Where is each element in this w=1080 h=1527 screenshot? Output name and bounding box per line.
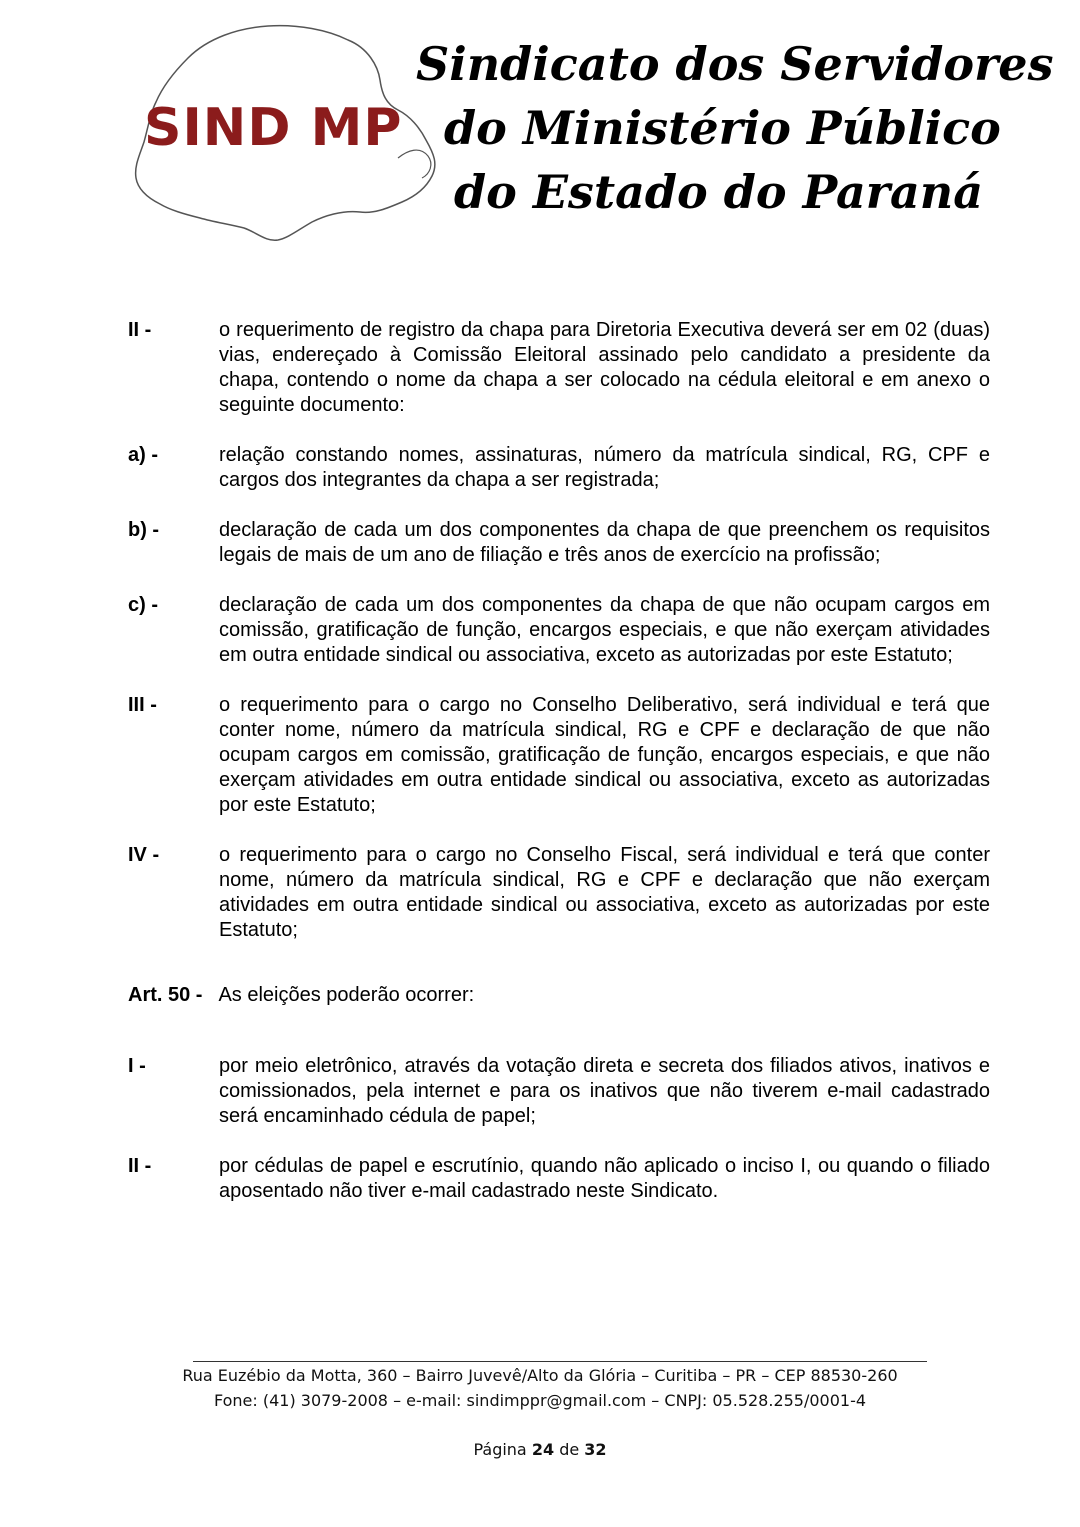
clause-text: por cédulas de papel e escrutínio, quando não aplicado o inciso I, ou quando o filiado aposentado não tiver e-mail cadastrado neste Sindicato. (219, 1155, 990, 1202)
article-label: Art. 50 - (128, 984, 203, 1006)
clause-label: a) - (128, 444, 158, 466)
clause-item (0, 1054, 1080, 1129)
clause-item (0, 843, 1080, 943)
clause-label: IV - (128, 844, 160, 866)
organization-title (410, 32, 1054, 224)
clause-item (0, 443, 1080, 493)
page-number (0, 1440, 1080, 1459)
article-heading (0, 983, 1080, 1008)
clause-item (0, 318, 1080, 418)
title-line-3: do Estado do Paraná (454, 165, 984, 219)
footer-divider (193, 1361, 927, 1362)
footer-address: Rua Euzébio da Motta, 360 – Bairro Juvevê/Alto da Glória – Curitiba – PR – CEP 88530-260 (182, 1366, 898, 1385)
clause-text: declaração de cada um dos componentes da chapa de que não ocupam cargos em comissão, gratificação de função, encargos especiais, e que não exerçam atividades em outra entidade sindical ou associativa, exceto as autorizadas por este Estatuto; (219, 594, 990, 666)
clause-item (0, 1154, 1080, 1204)
clause-label: II - (128, 1155, 152, 1177)
clause-label: c) - (128, 594, 158, 616)
clause-label: III - (128, 694, 157, 716)
page-of: de (559, 1440, 580, 1459)
title-line-2: do Ministério Público (444, 101, 1001, 155)
page-word: Página (473, 1440, 527, 1459)
title-line-1: Sindicato dos Servidores (416, 37, 1054, 91)
article-text: As eleições poderão ocorrer: (218, 984, 475, 1006)
clause-text: declaração de cada um dos componentes da chapa de que preenchem os requisitos legais de mais de um ano de filiação e três anos de exercício na profissão; (219, 519, 990, 566)
clause-text: relação constando nomes, assinaturas, número da matrícula sindical, RG, CPF e cargos dos integrantes da chapa a ser registrada; (219, 444, 990, 491)
clause-text: o requerimento de registro da chapa para Diretoria Executiva deverá ser em 02 (duas) vias, endereçado à Comissão Eleitoral assinado pelo candidato a presidente da chapa, contendo o nome da chapa a ser colocado na cédula eleitoral e em anexo o seguinte documento: (219, 319, 990, 416)
clause-item (0, 693, 1080, 818)
clause-label: I - (128, 1055, 146, 1077)
page-total: 32 (584, 1440, 607, 1459)
footer-contact: Fone: (41) 3079-2008 – e-mail: sindimppr@gmail.com – CNPJ: 05.528.255/0001-4 (213, 1391, 867, 1410)
logo-text: SIND MP (144, 98, 403, 158)
clause-text: o requerimento para o cargo no Conselho Fiscal, será individual e terá que conter nome, número da matrícula sindical, RG e CPF e declaração que não exerçam atividades em outra entidade sindical ou associativa, exceto as autorizadas por este Estatuto; (219, 844, 990, 941)
page-current: 24 (531, 1440, 555, 1459)
clause-text: o requerimento para o cargo no Conselho Deliberativo, será individual e terá que conter nome, número da matrícula sindical, RG e CPF e declaração de que não ocupam cargos em comissão, gratificação de função, encargos especiais, e que não exerçam atividades em outra entidade sindical ou associativa, exceto as autorizadas por este Estatuto; (219, 694, 990, 816)
clause-label: b) - (128, 519, 160, 541)
letterhead (0, 0, 1080, 260)
document-body (0, 318, 1080, 1229)
clause-label: II - (128, 319, 152, 341)
clause-item (0, 518, 1080, 568)
clause-item (0, 593, 1080, 668)
clause-text: por meio eletrônico, através da votação direta e secreta dos filiados ativos, inativos e comissionados, pela internet e para os inativos que não tiverem e-mail cadastrado será encaminhado cédula de papel; (219, 1055, 990, 1127)
